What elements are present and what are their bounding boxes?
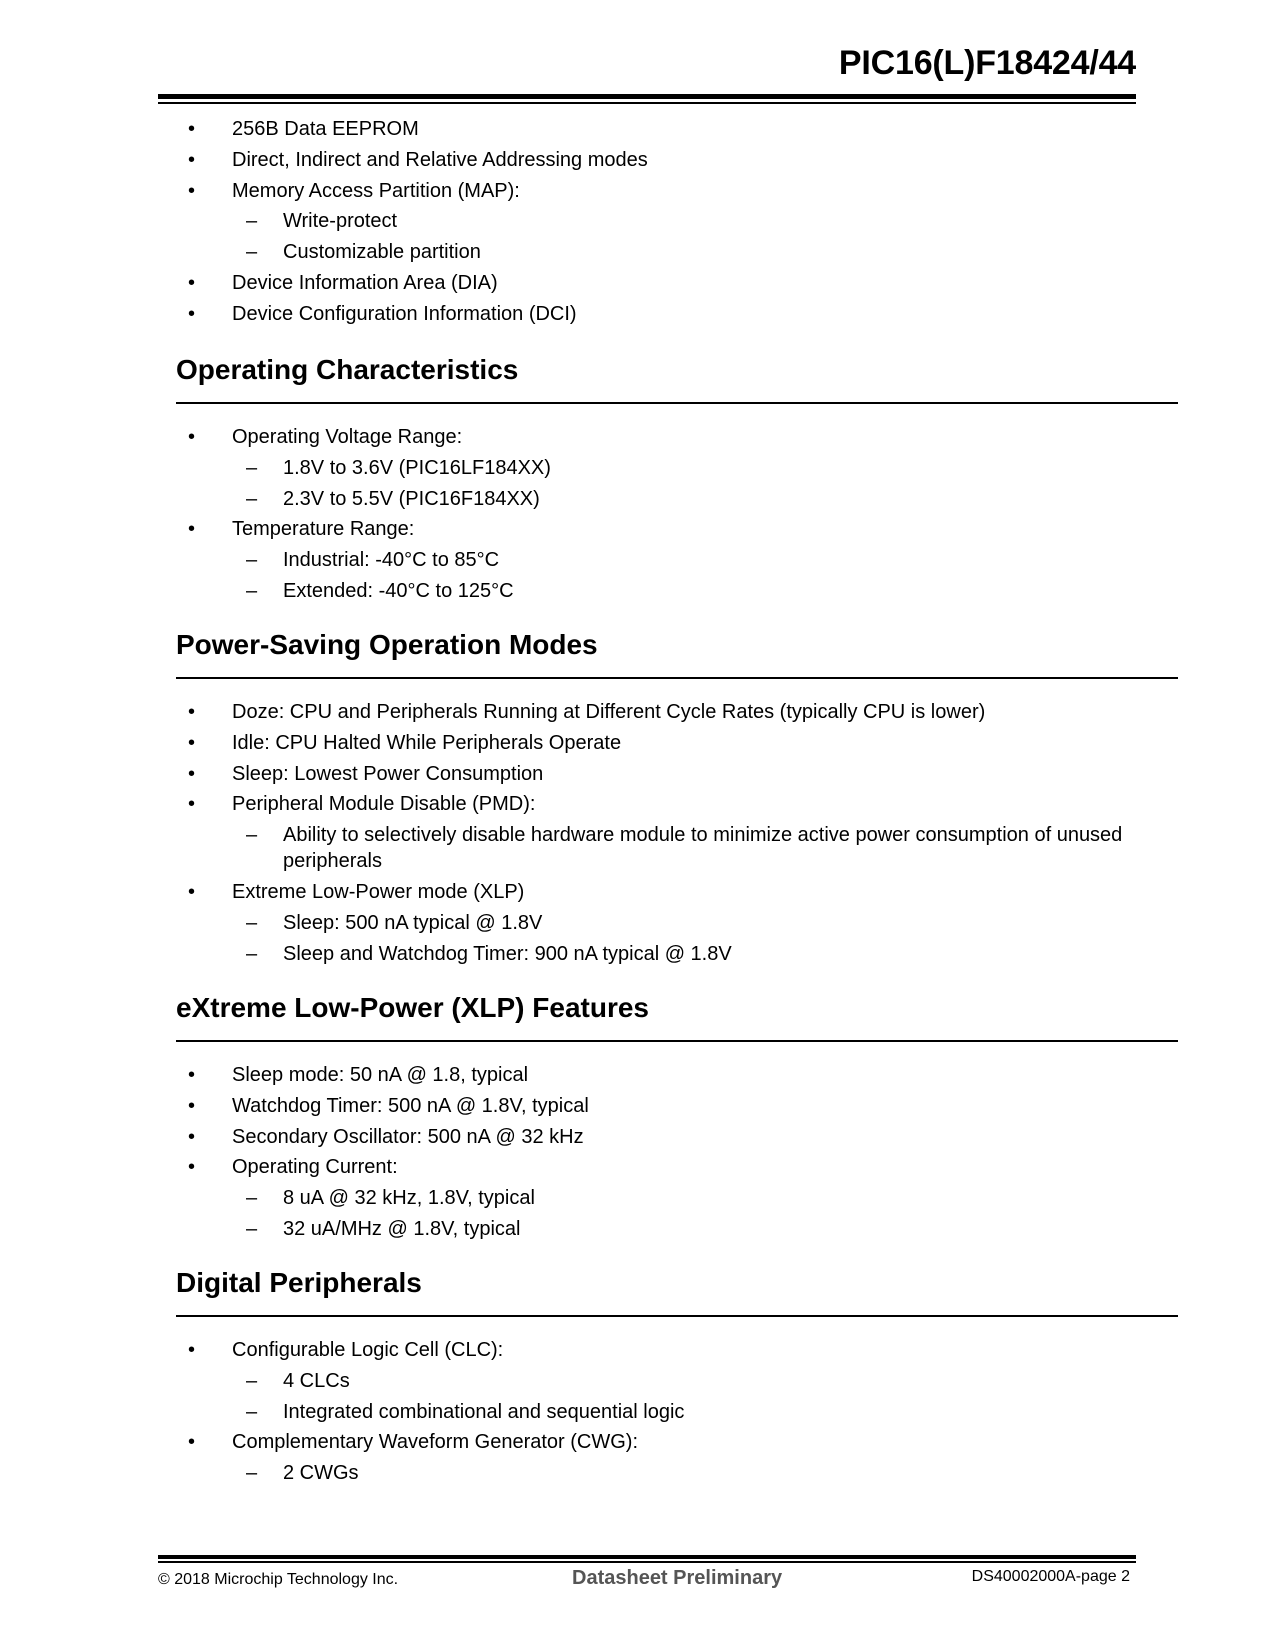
dash-marker: – [246, 487, 258, 510]
bullet-marker: • [188, 1339, 196, 1361]
list-item-text: 2 CWGs [283, 1462, 359, 1485]
list-item [176, 730, 1178, 756]
sub-list-item [176, 1216, 1178, 1242]
section-rule [176, 1315, 1178, 1317]
list-item [176, 301, 1178, 327]
list-item-text: Write-protect [283, 210, 398, 233]
list-item-text: Complementary Waveform Generator (CWG): [232, 1431, 639, 1454]
sub-list-item [176, 486, 1178, 512]
list-item-text: Ability to selectively disable hardware module to minimize active power consumption of unused peripherals [283, 824, 1123, 873]
sub-list-item [176, 547, 1178, 573]
intro-section [176, 116, 1178, 332]
section-list [176, 424, 1178, 604]
sub-list-item [176, 1460, 1178, 1486]
bullet-marker: • [188, 302, 196, 325]
list-item [176, 178, 1178, 204]
list-item [176, 791, 1178, 817]
bullet-marker: • [188, 1125, 196, 1148]
list-item-text: Device Configuration Information (DCI) [232, 302, 577, 325]
section-list [176, 1337, 1178, 1486]
footer-copyright: © 2018 Microchip Technology Inc. [158, 1571, 399, 1588]
section-rule [176, 677, 1178, 679]
dash-marker: – [246, 824, 258, 847]
bullet-marker: • [188, 1064, 196, 1086]
section-list [176, 1062, 1178, 1242]
bullet-marker: • [188, 1156, 196, 1179]
section-power-saving-modes [176, 627, 1178, 971]
bullet-marker: • [188, 701, 196, 723]
dash-marker: – [246, 241, 258, 264]
bullet-marker: • [188, 148, 196, 171]
list-item-text: Watchdog Timer: 500 nA @ 1.8V, typical [232, 1094, 589, 1117]
list-item-text: Idle: CPU Halted While Peripherals Operate [232, 731, 622, 754]
list-item-text: Memory Access Partition (MAP): [232, 179, 520, 202]
sub-list-item [176, 1368, 1178, 1394]
list-item-text: Configurable Logic Cell (CLC): [232, 1339, 504, 1361]
sub-list-item [176, 1185, 1178, 1211]
dash-marker: – [246, 1400, 258, 1423]
bullet-marker: • [188, 731, 196, 754]
list-item [176, 761, 1178, 787]
list-item-text: Industrial: -40°C to 85°C [283, 549, 500, 572]
list-item-text: Extreme Low-Power mode (XLP) [232, 880, 525, 903]
list-item-text: Customizable partition [283, 241, 481, 264]
sub-list-item [176, 455, 1178, 481]
bullet-marker: • [188, 793, 196, 816]
list-item-text: Temperature Range: [232, 518, 415, 541]
list-item-text: Extended: -40°C to 125°C [283, 579, 514, 602]
bullet-marker: • [188, 762, 196, 785]
list-item-text: 256B Data EEPROM [232, 118, 419, 140]
section-rule [176, 402, 1178, 404]
section-heading: Power-Saving Operation Modes [176, 629, 598, 660]
dash-marker: – [246, 549, 258, 572]
dash-marker: – [246, 1369, 258, 1392]
bullet-marker: • [188, 426, 196, 448]
list-item [176, 699, 1178, 725]
dash-marker: – [246, 1217, 258, 1240]
bullet-marker: • [188, 1431, 196, 1454]
list-item-text: Sleep mode: 50 nA @ 1.8, typical [232, 1064, 529, 1086]
list-item-text: 2.3V to 5.5V (PIC16F184XX) [283, 487, 540, 510]
section-digital-peripherals [176, 1265, 1178, 1491]
list-item-text: Sleep: 500 nA typical @ 1.8V [283, 911, 543, 934]
list-item [176, 1093, 1178, 1119]
footer-page-number: DS40002000A-page 2 [971, 1568, 1130, 1585]
section-heading: eXtreme Low-Power (XLP) Features [176, 992, 650, 1023]
bullet-marker: • [188, 518, 196, 541]
section-operating-characteristics [176, 352, 1178, 609]
dash-marker: – [246, 942, 258, 965]
sub-list-item [176, 822, 1178, 874]
sub-list-item [176, 239, 1178, 265]
list-item-text: Peripheral Module Disable (PMD): [232, 793, 536, 816]
list-item-text: Sleep: Lowest Power Consumption [232, 762, 544, 785]
list-item [176, 516, 1178, 542]
list-item-text: Device Information Area (DIA) [232, 271, 498, 294]
section-list [176, 699, 1178, 967]
list-item [176, 147, 1178, 173]
list-item [176, 1124, 1178, 1150]
dash-marker: – [246, 1187, 258, 1210]
list-item-text: Sleep and Watchdog Timer: 900 nA typical @ 1.8V [283, 942, 732, 965]
bullet-marker: • [188, 179, 196, 202]
list-item-text: 1.8V to 3.6V (PIC16LF184XX) [283, 456, 551, 479]
intro-list [176, 116, 1178, 327]
list-item-text: Integrated combinational and sequential logic [283, 1400, 685, 1423]
list-item [176, 270, 1178, 296]
header-rule-thin [158, 102, 1136, 104]
bullet-marker: • [188, 1094, 196, 1117]
list-item-text: 8 uA @ 32 kHz, 1.8V, typical [283, 1187, 535, 1210]
list-item-text: Secondary Oscillator: 500 nA @ 32 kHz [232, 1125, 584, 1148]
section-heading: Operating Characteristics [176, 354, 519, 385]
list-item [176, 879, 1178, 905]
footer-rule-thin [158, 1561, 1136, 1563]
sub-list-item [176, 910, 1178, 936]
bullet-marker: • [188, 880, 196, 903]
header-rule-thick [158, 94, 1136, 99]
dash-marker: – [246, 911, 258, 934]
list-item [176, 1154, 1178, 1180]
list-item [176, 1062, 1178, 1088]
list-item [176, 1429, 1178, 1455]
list-item-text: Direct, Indirect and Relative Addressing modes [232, 148, 648, 171]
dash-marker: – [246, 1462, 258, 1485]
list-item-text: Operating Current: [232, 1156, 398, 1179]
bullet-marker: • [188, 271, 196, 294]
sub-list-item [176, 578, 1178, 604]
bullet-marker: • [188, 118, 196, 140]
list-item [176, 1337, 1178, 1363]
section-xlp-features [176, 990, 1178, 1247]
dash-marker: – [246, 456, 258, 479]
list-item-text: Doze: CPU and Peripherals Running at Different Cycle Rates (typically CPU is lower) [232, 701, 986, 723]
section-heading: Digital Peripherals [176, 1267, 422, 1298]
dash-marker: – [246, 210, 258, 233]
sub-list-item [176, 1399, 1178, 1425]
list-item [176, 424, 1178, 450]
section-rule [176, 1040, 1178, 1042]
list-item-text: 4 CLCs [283, 1369, 350, 1392]
dash-marker: – [246, 579, 258, 602]
list-item [176, 116, 1178, 142]
footer-datasheet-status: Datasheet Preliminary [572, 1567, 783, 1589]
list-item-text: Operating Voltage Range: [232, 426, 463, 448]
sub-list-item [176, 208, 1178, 234]
list-item-text: 32 uA/MHz @ 1.8V, typical [283, 1217, 521, 1240]
footer-rule-thick [158, 1555, 1136, 1559]
sub-list-item [176, 941, 1178, 967]
document-title: PIC16(L)F18424/44 [838, 44, 1136, 82]
